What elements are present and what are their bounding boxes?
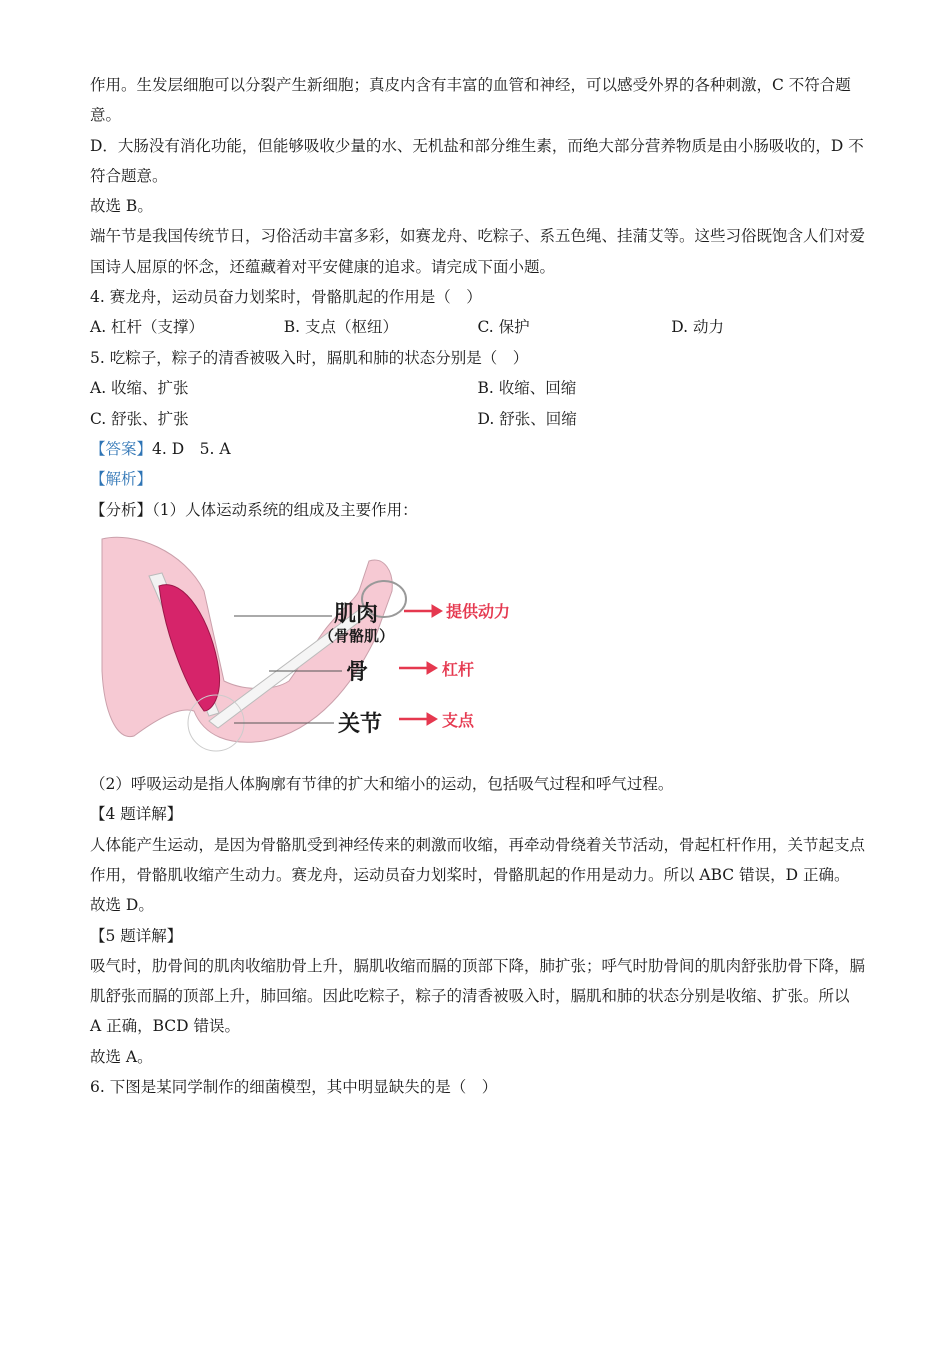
option-4b: B. 支点（枢纽）	[283, 318, 398, 337]
answer-tag: 【答案】	[90, 440, 153, 459]
bone-role-label: 杠杆	[442, 660, 475, 680]
muscle-role-label: 提供动力	[446, 602, 511, 622]
question-5-options-row2	[90, 404, 865, 435]
analysis-intro-tag: 【分析】	[90, 500, 153, 519]
option-4c: C. 保护	[477, 318, 530, 337]
answer-text: 4. D 5. A	[152, 440, 231, 459]
analysis-intro	[90, 495, 865, 525]
muscle-label: 肌肉	[334, 602, 379, 628]
question-5-stem: 5. 吃粽子，粽子的清香被吸入时，膈肌和肺的状态分别是（ ）	[90, 348, 529, 367]
paragraph-option-d: D．大肠没有消化功能，但能够吸收少量的水、无机盐和部分维生素，而绝大部分营养物质是由小肠吸收的，D 不符合题意。	[90, 136, 864, 185]
detail-5-conclusion: 故选 A。	[90, 1047, 153, 1066]
answer-line	[90, 434, 865, 464]
option-5c: C. 舒张、扩张	[90, 409, 189, 428]
question-4-options	[90, 312, 865, 343]
passage-dragon-boat: 端午节是我国传统节日，习俗活动丰富多彩，如赛龙舟、吃粽子、系五色绳、挂蒲艾等。这些习俗既饱含人们对爱国诗人屈原的怀念，还蕴藏着对平安健康的追求。请完成下面小题。	[90, 227, 866, 276]
joint-label: 关节	[338, 712, 383, 738]
option-4d: D. 动力	[671, 318, 724, 337]
arm-motion-figure	[94, 531, 534, 761]
detail-5-body: 吸气时，肋骨间的肌肉收缩肋骨上升，膈肌收缩而膈的顶部下降，肺扩张；呼气时肋骨间的肌肉舒张肋骨下降，膈肌舒张而膈的顶部上升，肺回缩。因此吃粽子，粽子的清香被吸入时，膈肌和肺的状态分别是收缩、扩张。所以 A 正确，BCD 错误。	[90, 956, 866, 1036]
option-4a: A. 杠杆（支撑）	[90, 318, 205, 337]
bone-label: 骨	[346, 660, 369, 686]
detail-4-conclusion: 故选 D。	[90, 896, 154, 915]
paragraph-skin-continuation: 作用。生发层细胞可以分裂产生新细胞；真皮内含有丰富的血管和神经，可以感受外界的各种刺激，C 不符合题意。	[90, 76, 851, 125]
analysis-tag: 【解析】	[90, 470, 153, 489]
joint-role-label: 支点	[442, 711, 475, 731]
detail-4-body: 人体能产生运动，是因为骨骼肌受到神经传来的刺激而收缩，再牵动骨绕着关节活动，骨起杠杆作用，关节起支点作用，骨骼肌收缩产生动力。赛龙舟，运动员奋力划桨时，骨骼肌起的作用是动力。所以 ABC 错误，D 正确。	[90, 835, 866, 884]
question-6-stem: 6. 下图是某同学制作的细菌模型，其中明显缺失的是（ ）	[90, 1078, 498, 1097]
conclusion-b: 故选 B。	[90, 197, 153, 216]
option-5d: D. 舒张、回缩	[477, 409, 577, 428]
document-page	[90, 70, 865, 1102]
option-5b: B. 收缩、回缩	[477, 379, 577, 398]
point-2: （2）呼吸运动是指人体胸廓有节律的扩大和缩小的运动，包括吸气过程和呼气过程。	[90, 775, 674, 794]
muscle-sub-label: （骨骼肌）	[319, 627, 395, 646]
detail-4-tag: 【4 题详解】	[90, 805, 183, 824]
question-4-stem: 4. 赛龙舟，运动员奋力划桨时，骨骼肌起的作用是（ ）	[90, 288, 482, 307]
role-arrows	[399, 605, 442, 725]
option-5a: A. 收缩、扩张	[90, 379, 189, 398]
analysis-intro-text: （1）人体运动系统的组成及主要作用：	[152, 500, 418, 519]
detail-5-tag: 【5 题详解】	[90, 926, 183, 945]
question-5-options-row1	[90, 373, 865, 404]
